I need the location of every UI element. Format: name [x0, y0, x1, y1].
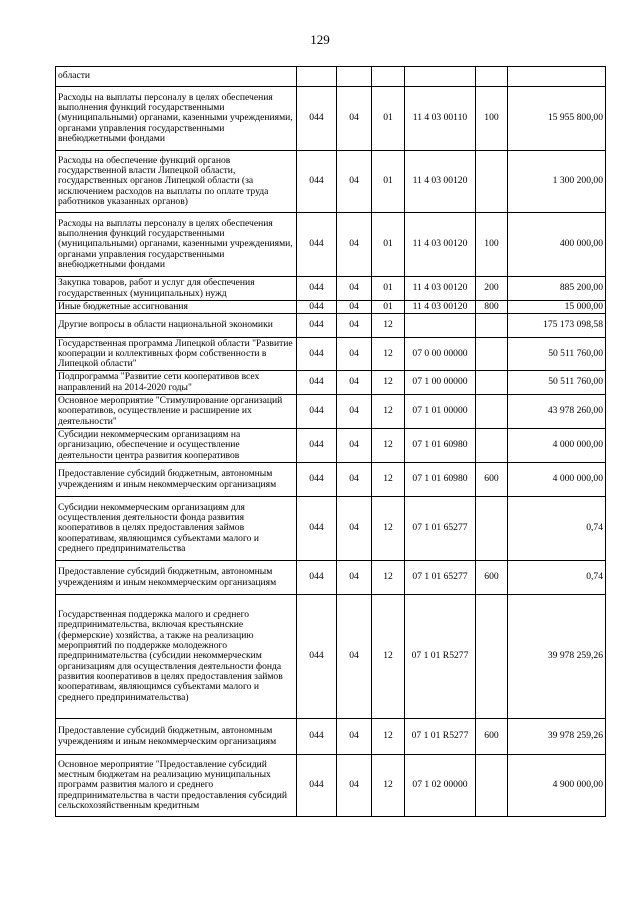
row-cs-cell: 07 1 01 60980 [405, 429, 476, 463]
row-sum-cell [508, 67, 606, 87]
row-vr-cell: 800 [476, 301, 508, 314]
row-gr-cell: 044 [297, 151, 337, 213]
row-vr-cell: 100 [476, 87, 508, 151]
row-cs-cell: 07 1 01 65277 [405, 561, 476, 595]
row-rz-cell: 04 [337, 301, 372, 314]
row-cs-cell [405, 67, 476, 87]
row-name-cell: Субсидии некоммерческим организациям на организацию, обеспечение и осуществление деятельности центра развития кооперативов [56, 429, 297, 463]
table-row [56, 151, 606, 213]
row-sum-cell: 15 955 800,00 [508, 87, 606, 151]
row-name-cell: Основное мероприятие "Предоставление субсидий местным бюджетам на реализацию муниципальных программ развития малого и среднего предпринимательства в части предоставления субсидий сельскохозяйственным кредитным [56, 755, 297, 817]
row-gr-cell: 044 [297, 338, 337, 371]
row-pr-cell: 01 [372, 301, 405, 314]
row-name-cell: Предоставление субсидий бюджетным, автономным учреждениям и иным некоммерческим организациям [56, 463, 297, 497]
row-vr-cell [476, 314, 508, 338]
row-gr-cell: 044 [297, 595, 337, 719]
row-rz-cell: 04 [337, 561, 372, 595]
row-vr-cell [476, 429, 508, 463]
row-rz-cell: 04 [337, 314, 372, 338]
row-pr-cell: 01 [372, 151, 405, 213]
row-cs-cell: 07 1 00 00000 [405, 371, 476, 395]
row-vr-cell: 600 [476, 561, 508, 595]
row-rz-cell: 04 [337, 338, 372, 371]
row-sum-cell: 43 978 260,00 [508, 395, 606, 429]
row-name-cell: Подпрограмма "Развитие сети кооперативов всех направлений на 2014-2020 годы" [56, 371, 297, 395]
row-sum-cell: 885 200,00 [508, 277, 606, 301]
row-name-cell: Расходы на обеспечение функций органов государственной власти Липецкой области, государственных органов Липецкой области (за исключением расходов на выплаты по оплате труда работников указанных органов) [56, 151, 297, 213]
row-sum-cell: 0,74 [508, 561, 606, 595]
row-pr-cell: 12 [372, 429, 405, 463]
row-gr-cell: 044 [297, 719, 337, 755]
row-gr-cell: 044 [297, 371, 337, 395]
row-sum-cell: 4 000 000,00 [508, 429, 606, 463]
row-name-cell: Закупка товаров, работ и услуг для обеспечения государственных (муниципальных) нужд [56, 277, 297, 301]
row-cs-cell: 07 0 00 00000 [405, 338, 476, 371]
row-vr-cell [476, 497, 508, 561]
table-row [56, 395, 606, 429]
row-cs-cell [405, 314, 476, 338]
row-pr-cell: 12 [372, 497, 405, 561]
row-rz-cell: 04 [337, 463, 372, 497]
row-sum-cell: 4 000 000,00 [508, 463, 606, 497]
row-name-cell: Расходы на выплаты персоналу в целях обеспечения выполнения функций государственными (муниципальными) органами, казенными учреждениями, органами управления государственными внебюджетными фондами [56, 87, 297, 151]
row-rz-cell: 04 [337, 595, 372, 719]
row-gr-cell: 044 [297, 561, 337, 595]
row-pr-cell: 01 [372, 277, 405, 301]
row-cs-cell: 07 1 01 R5277 [405, 595, 476, 719]
row-gr-cell: 044 [297, 497, 337, 561]
row-sum-cell: 175 173 098,58 [508, 314, 606, 338]
row-rz-cell: 04 [337, 497, 372, 561]
row-name-cell: Другие вопросы в области национальной экономики [56, 314, 297, 338]
table-row [56, 719, 606, 755]
row-pr-cell: 12 [372, 463, 405, 497]
row-cs-cell: 11 4 03 00120 [405, 151, 476, 213]
row-cs-cell: 11 4 03 00120 [405, 277, 476, 301]
row-pr-cell: 01 [372, 87, 405, 151]
table-row [56, 497, 606, 561]
row-vr-cell: 100 [476, 213, 508, 277]
row-rz-cell: 04 [337, 755, 372, 817]
row-vr-cell [476, 371, 508, 395]
row-vr-cell [476, 338, 508, 371]
row-pr-cell: 12 [372, 338, 405, 371]
row-cs-cell: 07 1 01 R5277 [405, 719, 476, 755]
row-rz-cell: 04 [337, 277, 372, 301]
table-row [56, 301, 606, 314]
row-vr-cell [476, 67, 508, 87]
row-cs-cell: 07 1 01 60980 [405, 463, 476, 497]
row-name-cell: Основное мероприятие "Стимулирование организаций кооперативов, осуществление и расширение их деятельности" [56, 395, 297, 429]
row-vr-cell: 600 [476, 463, 508, 497]
row-name-cell: Государственная поддержка малого и среднего предпринимательства, включая крестьянские (фермерские) хозяйства, а также на реализацию мероприятий по поддержке молодежного предпринимательства (субсидии некоммерческим организациям для осуществления деятельности фонда развития кооперативов в целях предоставления займов кооперативам, являющимся субъектами малого и среднего предпринимательства) [56, 595, 297, 719]
table-row [56, 429, 606, 463]
row-sum-cell: 400 000,00 [508, 213, 606, 277]
row-name-cell: Субсидии некоммерческим организациям для осуществления деятельности фонда развития кооперативов в целях предоставления займов кооперативам, являющимся субъектами малого и среднего предпринимательства [56, 497, 297, 561]
table-row [56, 277, 606, 301]
row-sum-cell: 50 511 760,00 [508, 338, 606, 371]
row-sum-cell: 15 000,00 [508, 301, 606, 314]
row-pr-cell: 12 [372, 561, 405, 595]
table-row [56, 755, 606, 817]
row-pr-cell: 01 [372, 213, 405, 277]
row-gr-cell: 044 [297, 213, 337, 277]
row-cs-cell: 07 1 01 65277 [405, 497, 476, 561]
row-gr-cell [297, 67, 337, 87]
row-name-cell: Иные бюджетные ассигнования [56, 301, 297, 314]
row-pr-cell: 12 [372, 371, 405, 395]
row-rz-cell: 04 [337, 87, 372, 151]
row-name-cell: Предоставление субсидий бюджетным, автономным учреждениям и иным некоммерческим организациям [56, 561, 297, 595]
row-rz-cell: 04 [337, 395, 372, 429]
row-vr-cell: 600 [476, 719, 508, 755]
row-cs-cell: 11 4 03 00120 [405, 301, 476, 314]
table-row [56, 595, 606, 719]
row-vr-cell [476, 395, 508, 429]
row-rz-cell: 04 [337, 213, 372, 277]
table-row [56, 338, 606, 371]
row-name-cell: области [56, 67, 297, 87]
row-rz-cell: 04 [337, 371, 372, 395]
page-number: 129 [310, 32, 330, 47]
row-rz-cell [337, 67, 372, 87]
row-rz-cell: 04 [337, 719, 372, 755]
row-sum-cell: 39 978 259,26 [508, 719, 606, 755]
row-sum-cell: 50 511 760,00 [508, 371, 606, 395]
row-gr-cell: 044 [297, 755, 337, 817]
row-vr-cell [476, 595, 508, 719]
row-pr-cell: 12 [372, 395, 405, 429]
table-row [56, 463, 606, 497]
row-gr-cell: 044 [297, 301, 337, 314]
row-sum-cell: 4 900 000,00 [508, 755, 606, 817]
row-sum-cell: 1 300 200,00 [508, 151, 606, 213]
row-gr-cell: 044 [297, 463, 337, 497]
table-row [56, 67, 606, 87]
row-name-cell: Расходы на выплаты персоналу в целях обеспечения выполнения функций государственными (муниципальными) органами, казенными учреждениями, органами управления государственными внебюджетными фондами [56, 213, 297, 277]
row-vr-cell [476, 755, 508, 817]
row-gr-cell: 044 [297, 277, 337, 301]
row-pr-cell [372, 67, 405, 87]
row-sum-cell: 39 978 259,26 [508, 595, 606, 719]
row-gr-cell: 044 [297, 87, 337, 151]
row-gr-cell: 044 [297, 395, 337, 429]
row-rz-cell: 04 [337, 151, 372, 213]
row-pr-cell: 12 [372, 595, 405, 719]
row-pr-cell: 12 [372, 314, 405, 338]
row-vr-cell [476, 151, 508, 213]
table-row [56, 213, 606, 277]
row-rz-cell: 04 [337, 429, 372, 463]
row-cs-cell: 11 4 03 00110 [405, 87, 476, 151]
row-pr-cell: 12 [372, 755, 405, 817]
row-name-cell: Предоставление субсидий бюджетным, автономным учреждениям и иным некоммерческим организациям [56, 719, 297, 755]
row-gr-cell: 044 [297, 314, 337, 338]
table-row [56, 87, 606, 151]
row-sum-cell: 0,74 [508, 497, 606, 561]
row-name-cell: Государственная программа Липецкой области "Развитие кооперации и коллективных форм собственности в Липецкой области" [56, 338, 297, 371]
row-cs-cell: 07 1 01 00000 [405, 395, 476, 429]
row-gr-cell: 044 [297, 429, 337, 463]
table-row [56, 314, 606, 338]
row-cs-cell: 07 1 02 00000 [405, 755, 476, 817]
budget-table [55, 66, 606, 817]
row-vr-cell: 200 [476, 277, 508, 301]
row-pr-cell: 12 [372, 719, 405, 755]
table-row [56, 371, 606, 395]
table-row [56, 561, 606, 595]
row-cs-cell: 11 4 03 00120 [405, 213, 476, 277]
